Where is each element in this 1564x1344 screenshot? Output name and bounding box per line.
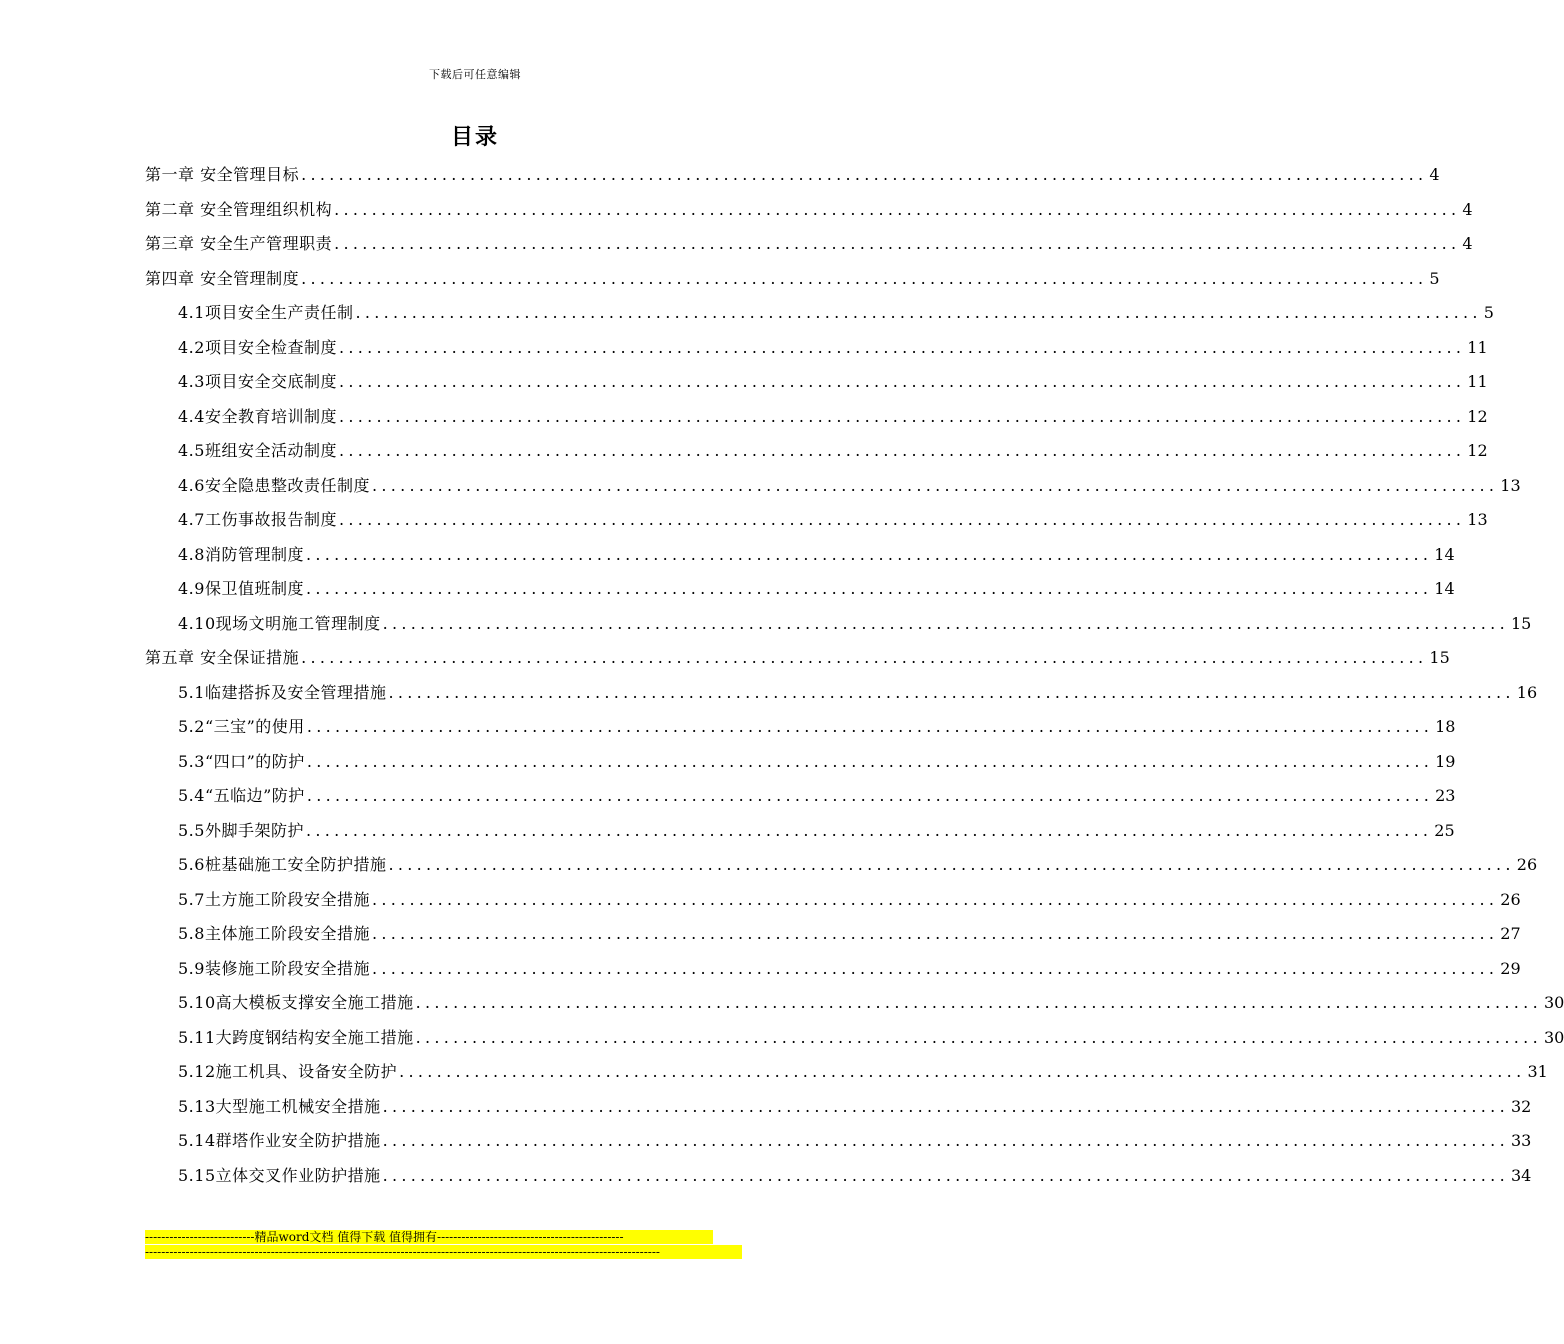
toc-entry-page: 23 xyxy=(1435,786,1456,805)
toc-entry[interactable] xyxy=(145,710,1456,745)
toc-entry[interactable] xyxy=(145,572,1455,607)
toc-entry-label: 4.8消防管理制度 xyxy=(178,544,304,564)
toc-entry[interactable] xyxy=(145,193,1473,228)
toc-entry-label: 5.8主体施工阶段安全措施 xyxy=(178,924,370,943)
toc-entry[interactable] xyxy=(145,1090,1532,1125)
toc-entry-page: 15 xyxy=(1510,613,1532,633)
toc-entry-page: 11 xyxy=(1467,337,1488,357)
toc-entry-page: 5 xyxy=(1483,303,1494,322)
toc-entry-page: 14 xyxy=(1434,544,1455,564)
toc-leader-dots: ........................................................................................................................ xyxy=(301,648,1428,667)
toc-entry-page: 34 xyxy=(1510,1165,1532,1185)
toc-entry-label: 5.12施工机具、设备安全防护 xyxy=(178,1062,398,1081)
toc-leader-dots: ........................................................................................................................ xyxy=(334,199,1461,219)
toc-entry-page: 13 xyxy=(1500,475,1521,495)
toc-entry-label: 第五章 安全保证措施 xyxy=(145,648,300,667)
toc-entry-page: 13 xyxy=(1467,510,1488,529)
toc-leader-dots: ........................................................................................................................ xyxy=(355,303,1482,322)
toc-leader-dots: ........................................................................................................................ xyxy=(382,1131,1509,1150)
toc-entry[interactable] xyxy=(145,952,1521,987)
toc-leader-dots: ........................................................................................................................ xyxy=(338,406,1466,426)
toc-entry[interactable] xyxy=(145,227,1473,262)
toc-entry[interactable] xyxy=(145,262,1440,297)
toc-entry[interactable] xyxy=(145,1021,1564,1056)
toc-entry-label: 5.6桩基础施工安全防护措施 xyxy=(178,855,387,874)
toc-entry-page: 32 xyxy=(1510,1096,1532,1116)
toc-leader-dots: ........................................................................................................................ xyxy=(399,1062,1526,1081)
toc-leader-dots: ........................................................................................................................ xyxy=(305,579,1433,598)
toc-entry[interactable] xyxy=(145,331,1488,366)
toc-entry-page: 30 xyxy=(1543,993,1564,1012)
toc-entry[interactable] xyxy=(145,1124,1532,1159)
toc-entry-page: 12 xyxy=(1467,441,1488,460)
toc-entry-page: 14 xyxy=(1434,579,1455,598)
toc-entry-label: 4.7工伤事故报告制度 xyxy=(178,510,337,529)
toc-leader-dots: ........................................................................................................................ xyxy=(305,820,1433,840)
toc-entry[interactable] xyxy=(145,503,1488,538)
toc-entry-label: 5.5外脚手架防护 xyxy=(178,820,304,840)
toc-entry-page: 16 xyxy=(1516,682,1538,702)
toc-leader-dots: ........................................................................................................................ xyxy=(382,1096,1509,1116)
toc-entry-page: 4 xyxy=(1462,234,1473,253)
table-of-contents xyxy=(145,158,1564,1193)
toc-leader-dots: ........................................................................................................................ xyxy=(305,544,1433,564)
toc-leader-dots: ........................................................................................................................ xyxy=(306,717,1434,736)
toc-entry-label: 5.11大跨度钢结构安全施工措施 xyxy=(178,1027,414,1047)
footer-banner-line-1: ---------------------------精品word文档 值得下载 值得拥有---------------------------------------------- xyxy=(145,1230,713,1244)
toc-entry-label: 5.7土方施工阶段安全措施 xyxy=(178,889,370,909)
page-header: 下载后可任意编辑 xyxy=(429,68,521,81)
toc-entry-label: 4.2项目安全检查制度 xyxy=(178,337,337,357)
toc-entry-page: 4 xyxy=(1462,199,1473,219)
toc-leader-dots: ........................................................................................................................ xyxy=(338,372,1466,391)
toc-entry-page: 12 xyxy=(1467,406,1488,426)
toc-entry-page: 5 xyxy=(1429,268,1440,288)
footer-banner-line-2: ------------------------------------------------------------------------------------------------------------------------------- xyxy=(145,1245,742,1259)
toc-entry[interactable] xyxy=(145,434,1488,469)
toc-entry-page: 18 xyxy=(1435,717,1456,736)
toc-entry-page: 31 xyxy=(1527,1062,1548,1081)
toc-entry-label: 4.3项目安全交底制度 xyxy=(178,372,337,391)
toc-entry[interactable] xyxy=(145,641,1450,676)
toc-entry-label: 5.2“三宝”的使用 xyxy=(178,717,305,736)
toc-entry-label: 5.15立体交叉作业防护措施 xyxy=(178,1165,381,1185)
toc-entry-page: 19 xyxy=(1435,751,1456,771)
toc-entry[interactable] xyxy=(145,745,1456,780)
toc-leader-dots: ........................................................................................................................ xyxy=(301,165,1428,184)
toc-leader-dots: ........................................................................................................................ xyxy=(301,268,1428,288)
toc-leader-dots: ........................................................................................................................ xyxy=(388,682,1515,702)
toc-entry-page: 4 xyxy=(1429,165,1440,184)
toc-entry[interactable] xyxy=(145,779,1456,814)
toc-leader-dots: ........................................................................................................................ xyxy=(371,924,1499,943)
toc-entry[interactable] xyxy=(145,848,1538,883)
toc-entry-label: 4.5班组安全活动制度 xyxy=(178,441,337,460)
toc-leader-dots: ........................................................................................................................ xyxy=(382,1165,1509,1185)
toc-entry-page: 30 xyxy=(1543,1027,1564,1047)
toc-entry-page: 26 xyxy=(1516,855,1538,874)
toc-leader-dots: ........................................................................................................................ xyxy=(334,234,1461,253)
toc-leader-dots: ........................................................................................................................ xyxy=(306,786,1434,805)
toc-leader-dots: ........................................................................................................................ xyxy=(415,993,1542,1012)
toc-entry-label: 第三章 安全生产管理职责 xyxy=(145,234,333,253)
toc-entry[interactable] xyxy=(145,296,1494,331)
toc-entry-label: 4.10现场文明施工管理制度 xyxy=(178,613,381,633)
toc-leader-dots: ........................................................................................................................ xyxy=(371,475,1499,495)
toc-entry-page: 33 xyxy=(1510,1131,1532,1150)
toc-title: 目录 xyxy=(450,124,499,150)
toc-leader-dots: ........................................................................................................................ xyxy=(306,751,1434,771)
toc-entry[interactable] xyxy=(145,538,1455,573)
toc-entry-label: 4.1项目安全生产责任制 xyxy=(178,303,354,322)
toc-entry[interactable] xyxy=(145,469,1521,504)
toc-entry-label: 5.9装修施工阶段安全措施 xyxy=(178,958,370,978)
toc-entry-label: 4.6安全隐患整改责任制度 xyxy=(178,475,370,495)
toc-entry-label: 5.1临建搭拆及安全管理措施 xyxy=(178,682,387,702)
toc-entry[interactable] xyxy=(145,158,1440,193)
toc-entry-page: 26 xyxy=(1500,889,1521,909)
toc-entry-page: 25 xyxy=(1434,820,1455,840)
toc-entry-label: 4.4安全教育培训制度 xyxy=(178,406,337,426)
toc-leader-dots: ........................................................................................................................ xyxy=(371,889,1499,909)
toc-entry-page: 11 xyxy=(1467,372,1488,391)
toc-entry-page: 27 xyxy=(1500,924,1521,943)
toc-leader-dots: ........................................................................................................................ xyxy=(338,441,1466,460)
toc-entry[interactable] xyxy=(145,400,1488,435)
toc-entry-label: 5.14群塔作业安全防护措施 xyxy=(178,1131,381,1150)
toc-entry[interactable] xyxy=(145,676,1538,711)
toc-entry-label: 5.13大型施工机械安全措施 xyxy=(178,1096,381,1116)
toc-entry[interactable] xyxy=(145,607,1532,642)
toc-entry[interactable] xyxy=(145,365,1488,400)
toc-leader-dots: ........................................................................................................................ xyxy=(382,613,1509,633)
toc-entry-label: 5.3“四口”的防护 xyxy=(178,751,305,771)
toc-entry-label: 4.9保卫值班制度 xyxy=(178,579,304,598)
toc-entry[interactable] xyxy=(145,917,1521,952)
toc-entry-label: 第四章 安全管理制度 xyxy=(145,268,300,288)
toc-leader-dots: ........................................................................................................................ xyxy=(415,1027,1542,1047)
toc-leader-dots: ........................................................................................................................ xyxy=(338,337,1466,357)
toc-entry-label: 第二章 安全管理组织机构 xyxy=(145,199,333,219)
toc-leader-dots: ........................................................................................................................ xyxy=(338,510,1466,529)
toc-entry-label: 5.4“五临边”防护 xyxy=(178,786,305,805)
toc-entry[interactable] xyxy=(145,1055,1548,1090)
toc-entry-label: 第一章 安全管理目标 xyxy=(145,165,300,184)
toc-entry[interactable] xyxy=(145,883,1521,918)
toc-entry[interactable] xyxy=(145,986,1564,1021)
toc-leader-dots: ........................................................................................................................ xyxy=(388,855,1515,874)
toc-entry-page: 15 xyxy=(1429,648,1450,667)
toc-entry-label: 5.10高大模板支撑安全施工措施 xyxy=(178,993,414,1012)
toc-leader-dots: ........................................................................................................................ xyxy=(371,958,1499,978)
toc-entry[interactable] xyxy=(145,1159,1532,1194)
toc-entry[interactable] xyxy=(145,814,1455,849)
toc-entry-page: 29 xyxy=(1500,958,1521,978)
